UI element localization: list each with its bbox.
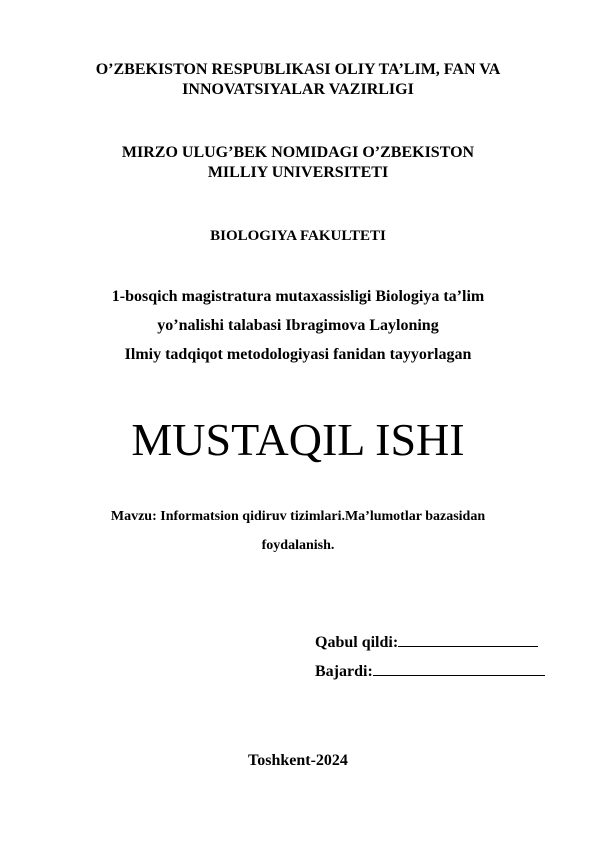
topic-line-2: foydalanish. — [261, 538, 335, 553]
ministry-line-1: O’ZBEKISTON RESPUBLIKASI OLIY TA’LIM, FAN VA — [95, 61, 501, 78]
completed-by-blank-line — [373, 661, 545, 676]
accepted-by-label: Qabul qildi: — [315, 634, 399, 651]
student-info-line-3: Ilmiy tadqiqot metodologiyasi fanidan tayyorlagan — [124, 346, 472, 363]
university-line-2: MILLIY UNIVERSITETI — [207, 164, 389, 181]
ministry-line-2: INNOVATSIYALAR VAZIRLIGI — [182, 81, 414, 98]
accepted-by-field — [315, 632, 538, 651]
faculty-name: BIOLOGIYA FAKULTETI — [210, 228, 386, 244]
document-title: MUSTAQIL ISHI — [131, 414, 465, 465]
completed-by-field — [315, 661, 545, 680]
completed-by-label: Bajardi: — [315, 663, 373, 680]
accepted-by-blank-line — [398, 632, 538, 647]
topic-line-1: Mavzu: Informatsion qidiruv tizimlari.Ma’lumotlar bazasidan — [110, 509, 486, 524]
city-year: Toshkent-2024 — [248, 752, 348, 769]
university-line-1: MIRZO ULUG’BEK NOMIDAGI O’ZBEKISTON — [121, 144, 475, 161]
student-info-line-1: 1-bosqich magistratura mutaxassisligi Biologiya ta’lim — [111, 288, 485, 305]
student-info-line-2: yo’nalishi talabasi Ibragimova Layloning — [157, 317, 439, 334]
